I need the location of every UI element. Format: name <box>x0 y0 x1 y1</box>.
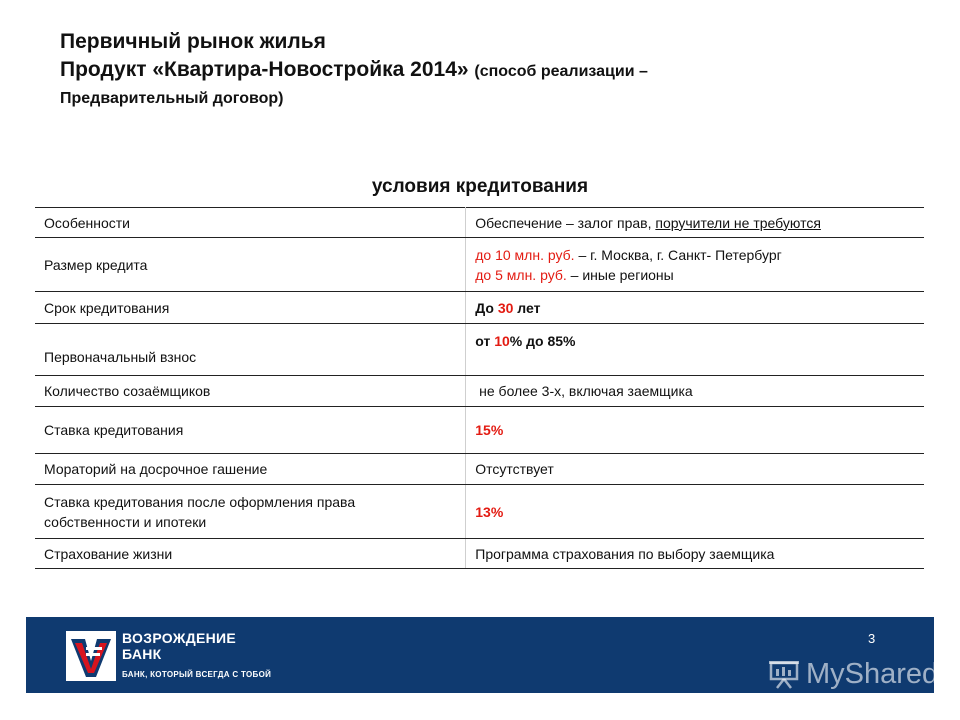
bank-name <box>122 630 236 662</box>
loan-amount-regions-text: – иные регионы <box>566 266 674 283</box>
row-label: Первоначальный взнос <box>35 324 466 376</box>
row-label: Размер кредита <box>35 238 466 292</box>
watermark-text: MyShared <box>806 658 939 690</box>
down-payment-prefix: от <box>475 333 495 349</box>
table-row <box>35 324 924 376</box>
table-row <box>35 454 924 485</box>
down-payment-min: 10 <box>494 333 510 349</box>
loan-amount-line-1 <box>475 245 915 265</box>
row-value: 15% <box>466 407 924 454</box>
title-line-1: Первичный рынок жилья <box>60 30 326 53</box>
row-value: не более 3-х, включая заемщика <box>466 376 924 407</box>
features-underlined: поручители не требуются <box>655 214 821 231</box>
bank-logo-icon <box>66 631 116 681</box>
footer-banner <box>26 617 939 693</box>
row-value <box>466 208 924 238</box>
table-row <box>35 539 924 569</box>
term-suffix: лет <box>513 299 541 316</box>
row-label: Мораторий на досрочное гашение <box>35 454 466 485</box>
table-row <box>35 238 924 292</box>
loan-amount-moscow-text: – г. Москва, г. Санкт- Петербург <box>574 246 782 263</box>
title-note: (способ реализации – <box>474 63 648 80</box>
title-product: Продукт «Квартира-Новостройка 2014» <box>60 58 469 81</box>
row-label: Срок кредитования <box>35 292 466 324</box>
loan-amount-line-2 <box>475 265 915 285</box>
term-number: 30 <box>497 299 514 316</box>
table-row <box>35 376 924 407</box>
bank-slogan: БАНК, КОТОРЫЙ ВСЕГДА С ТОБОЙ <box>122 670 272 679</box>
row-value <box>466 292 924 324</box>
table-row <box>35 407 924 454</box>
row-value <box>466 324 924 376</box>
rate-after-label-line-1: Ставка кредитования после оформления права <box>44 493 356 510</box>
down-payment-suffix: % до 85% <box>509 333 576 349</box>
table-row <box>35 292 924 324</box>
loan-amount-regions-red: до 5 млн. руб. <box>475 266 567 283</box>
watermark <box>768 657 939 691</box>
row-value: 13% <box>466 485 924 539</box>
page-number: 3 <box>868 631 876 646</box>
row-label: Особенности <box>35 208 466 238</box>
table-row <box>35 208 924 238</box>
row-label: Ставка кредитования <box>35 407 466 454</box>
title-line-2 <box>60 56 920 86</box>
conditions-table <box>35 207 924 569</box>
row-value: Отсутствует <box>466 454 924 485</box>
term-prefix: До <box>475 299 498 316</box>
row-value: Программа страхования по выбору заемщика <box>466 539 924 569</box>
row-label: Количество созаёмщиков <box>35 376 466 407</box>
bank-name-line-1: ВОЗРОЖДЕНИЕ <box>122 630 237 646</box>
bank-name-line-2: БАНК <box>122 646 162 662</box>
features-text: Обеспечение – залог прав, <box>475 214 656 231</box>
table-row <box>35 485 924 539</box>
row-label <box>35 485 466 539</box>
presentation-board-icon <box>768 659 800 689</box>
section-title: условия кредитования <box>371 176 589 197</box>
row-label: Страхование жизни <box>35 539 466 569</box>
slide-title <box>60 28 920 112</box>
row-value <box>466 238 924 292</box>
rate-after-label-line-2: собственности и ипотеки <box>44 513 207 530</box>
loan-amount-moscow-red: до 10 млн. руб. <box>475 246 575 263</box>
title-line-3: Предварительный договор) <box>60 90 284 107</box>
